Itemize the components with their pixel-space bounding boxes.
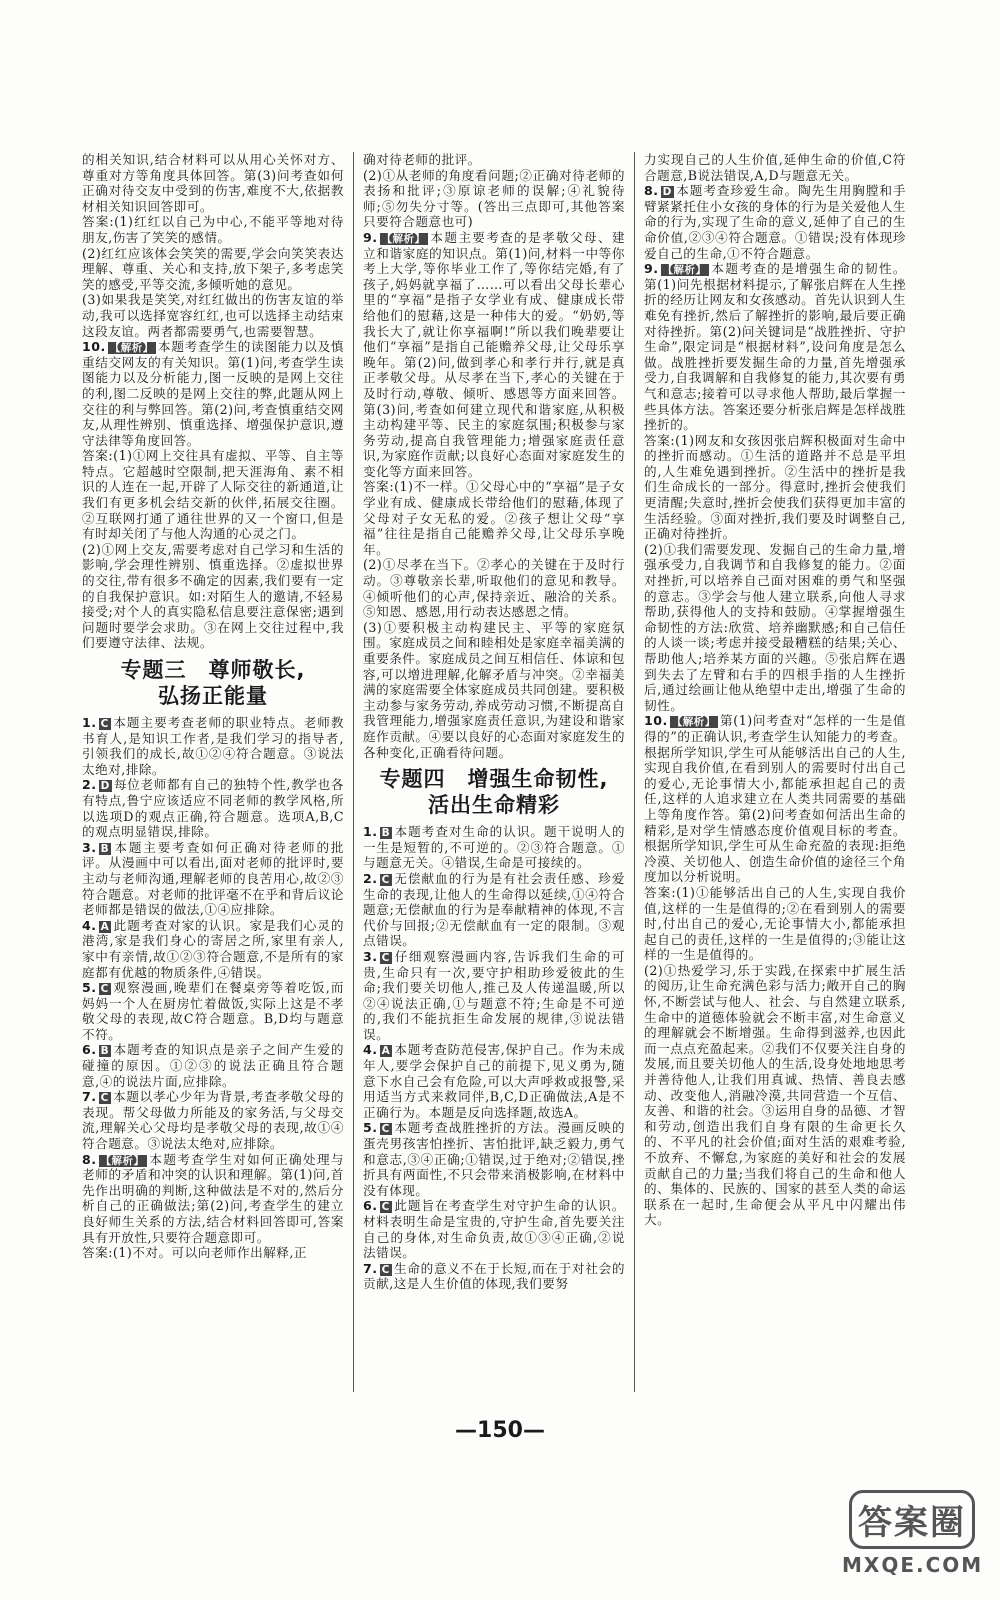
question-number: 10. (644, 713, 668, 729)
paragraph-text: 此题旨在考查学生对守护生命的认识。材料表明生命是宝贵的,守护生命,首先要关注自己的身体,对生命负责,故①③④正确,②说法错误。 (363, 1198, 625, 1261)
paragraph-text: 的相关知识,结合材料可以从用心关怀对方、尊重对方等角度具体回答。第(3)问考查如何正确对待交友中受到的伤害,难度不大,依据教材相关知识回答即可。 (82, 152, 344, 214)
question-number: 4. (363, 1042, 378, 1058)
question-answer (363, 1261, 625, 1292)
paragraph-text: 本题以孝心少年为背景,考查孝敬父母的表现。帮父母做力所能及的家务活,与父母交流,理解关心父母均是孝敬父母的表现,故①④符合题意。③说法太绝对,应排除。 (82, 1089, 344, 1152)
paragraph-text: 本题考查的知识点是亲子之间产生爱的碰撞的原因。①②③的说法正确且符合题意,④的说法片面,应排除。 (82, 1042, 344, 1089)
answer-text (82, 542, 344, 651)
question-number: 5. (82, 980, 97, 996)
question-number: 9. (363, 229, 378, 245)
paragraph-text: (2)①尽孝在当下。②孝心的关键在于及时行动。③尊敬亲长辈,听取他们的意见和教导。④倾听他们的心声,保持亲近、融洽的关系。⑤知恩、感恩,用行动表达感恩之情。 (363, 557, 625, 620)
section-heading: 专题四 增强生命韧性, 活出生命精彩 (379, 767, 609, 818)
question-answer (363, 871, 625, 949)
answer-key-badge: C (100, 718, 109, 730)
paragraph-text: (2)①网上交友,需要考虑对自己学习和生活的影响,学会理性辨别、慎重选择。②虚拟世界的交往,带有很多不确定的因素,我们要有一定的自我保护意识。如:对陌生人的邀请,不轻易接受;对个人的真实隐私信息要注意保密;遇到问题时要学会求助。③在网上交往过程中,我们要遵守法律、法规。 (82, 541, 344, 651)
paragraph-text: 仔细观察漫画内容,告诉我们生命的可贵,生命只有一次,要守护相助珍爱彼此的生命;我们要关切他人,推己及人传递温暖,所以②④说法正确,①与题意不符;生命是不可逆的,我们不能抗拒生命发展的规律,③说法错误。 (363, 948, 625, 1042)
paragraph-text: 观察漫画,晚辈们在餐桌旁等着吃饭,而妈妈一个人在厨房忙着做饭,实际上这是不孝敬父母的表现,故C符合题意。B,D均与题意不符。 (82, 980, 344, 1042)
answer-key-badge: A (381, 1045, 391, 1058)
answer-text (363, 152, 625, 168)
answer-text (363, 479, 625, 557)
answer-text (363, 557, 625, 619)
question-number: 5. (363, 1120, 378, 1136)
paragraph-text: 本题主要考查如何正确对待老师的批评。从漫画中可以看出,面对老师的批评时,要主动与老师沟通,理解老师的良苦用心,故②③符合题意。对老师的批评毫不在乎和背后议论老师都是错误的做法,①④应排除。 (82, 839, 344, 918)
paragraph-text: 本题考查珍爱生命。陶先生用胸膛和手臂紧紧托住小女孩的身体的行为是关爱他人生命的行为,实现了生命的意义,延伸了自己的生命价值,②③④符合题意。①错误;没有体现珍爱自己的生命,①不符合题意。 (644, 183, 906, 261)
question-number: 3. (82, 839, 97, 855)
section-heading: 专题三 尊师敬长, 弘扬正能量 (120, 658, 306, 708)
page-number: —150— (455, 1418, 545, 1443)
answer-text (82, 1245, 344, 1261)
answer-text (644, 433, 906, 542)
question-number: 2. (363, 870, 378, 886)
question-answer (644, 713, 906, 885)
column-divider (353, 152, 354, 1392)
question-answer (82, 1089, 344, 1151)
paragraph-text: (2)红红应该体会笑笑的需要,学会向笑笑表达理解、尊重、关心和支持,放下架子,多考虑笑笑的感受,平等交流,多倾听她的意见。 (82, 245, 344, 292)
answer-key-badge: C (381, 951, 390, 964)
question-number: 2. (82, 777, 97, 793)
question-number: 10. (82, 339, 106, 355)
question-answer (363, 1120, 625, 1198)
answer-key-badge: B (381, 827, 391, 840)
answer-key-badge: B (100, 842, 110, 855)
paragraph-text: 本题考查学生的读图能力以及慎重结交网友的有关知识。第(1)问,考查学生读图能力以及分析能力,图一反映的是网上交往的利,图二反映的是网上交往的弊,此题从网上交往的利与弊回答。第(2)问,考查慎重结交网友,从理性辨别、慎重选择、增强保护意识,遵守法律等角度回答。 (82, 339, 344, 448)
paragraph-text: 答案:(1)红红以自己为中心,不能平等地对待朋友,伤害了笑笑的感情。 (82, 214, 344, 245)
answer-key-badge: B (100, 1045, 110, 1058)
question-number: 3. (363, 948, 378, 964)
document-page (82, 152, 930, 1402)
answer-key-badge: D (100, 780, 110, 793)
paragraph-text: 每位老师都有自己的独特个性,教学也各有特点,鲁宁应该适应不同老师的教学风格,所以选项D的观点正确,符合题意。选项A,B,C的观点明显错误,排除。 (82, 777, 344, 840)
question-answer (363, 1042, 625, 1120)
paragraph-text: 此题考查对家的认识。家是我们心灵的港湾,家是我们身心的寄居之所,家里有亲人,家中有亲情,故①②③符合题意,不是所有的家庭都有优越的物质条件,④错误。 (82, 917, 344, 980)
paragraph-text: 答案:(1)①网上交往具有虚拟、平等、自主等特点。它超越时空限制,把天涯海角、素不相识的人连在一起,开辟了人际交往的新通道,让我们有更多机会结交新的伙伴,拓展交往圈。②互联网打通了通往世界的又一个窗口,但是有时却关闭了与他人沟通的心灵之门。 (82, 448, 344, 542)
paragraph-text: (3)如果我是笑笑,对红红做出的伤害友谊的举动,我可以选择宽容红红,也可以选择主动结束这段友谊。两者都需要勇气,也需要智慧。 (82, 292, 344, 339)
column-middle (363, 152, 625, 1292)
question-answer (82, 1152, 344, 1246)
question-answer (82, 339, 344, 448)
answer-key-badge: C (381, 1263, 390, 1276)
paragraph-text: 答案:(1)①能够活出自己的人生,实现自我价值,这样的一生是值得的;②在看到别人的需要时,付出自己的爱心,无论事情大小,都能承担起自己的责任,这样的一生是值得的;③能让这样的一生是值得的。 (644, 884, 906, 963)
question-answer (363, 824, 625, 871)
question-number: 7. (82, 1089, 97, 1105)
paragraph-text: 答案:(1)不对。可以向老师作出解释,正 (82, 1245, 307, 1261)
answer-text (363, 620, 625, 760)
paragraph-text: 本题主要考查老师的职业特点。老师教书育人,是知识工作者,是我们学习的指导者,引领我们的成长,故①②④符合题意。③说法太绝对,排除。 (82, 715, 344, 777)
paragraph-text: 本题考查的是增强生命的韧性。第(1)问先根据材料提示,了解张启辉在人生挫折的经历让网友和女孩感动。首先认识到人生难免有挫折,然后了解挫折的影响,最后要正确对待挫折。第(2)问关键词是“战胜挫折、守护生命”,限定词是“根据材料”,设问角度是怎么做。战胜挫折要发掘生命的力量,首先增强承受力,自我调解和自我修复的能力,其次要有勇气和意志;接着可以寻求他人帮助,最后掌握一些具体方法。答案还要分析张启辉是怎样战胜挫折的。 (644, 261, 906, 433)
question-answer (82, 777, 344, 839)
paragraph-text: 生命的意义不在于长短,而在于对社会的贡献,这是人生价值的体现,我们要努 (363, 1260, 625, 1292)
question-number: 9. (644, 261, 659, 277)
answer-text (644, 542, 906, 714)
paragraph-text: 答案:(1)不一样。①父母心中的“享福”是子女学业有成、健康成长带给他们的慰藉,体现了父母对子女无私的爱。②孩子想让父母“享福”往往是指自己能赡养父母,让父母乐享晚年。 (363, 479, 625, 557)
answer-key-badge: 【解析】 (671, 716, 716, 729)
paragraph-text: (3)①要积极主动构建民主、平等的家庭氛围。家庭成员之间和睦相处是家庭幸福美满的重要条件。家庭成员之间互相信任、体谅和包容,可以增进理解,化解矛盾与冲突。②幸福美满的家庭需要全体家庭成员共同创建。要积极主动参与家务劳动,养成劳动习惯,不断提高自我管理能力,增强家庭责任意识,为建设和谐家庭作贡献。④要以良好的心态面对家庭发生的各种变化,正确看待问题。 (363, 619, 625, 760)
paragraph-text: 确对待老师的批评。 (363, 152, 481, 167)
answer-text (644, 963, 906, 1228)
question-answer (363, 1198, 625, 1260)
answer-text (363, 168, 625, 230)
paragraph-text: 力实现自己的人生价值,延伸生命的价值,C符合题意,B说法错误,A,D与题意无关。 (644, 152, 906, 183)
answer-key-badge: C (381, 1201, 390, 1214)
watermark-logo: 答案圈 (849, 1490, 975, 1549)
answer-text (644, 152, 906, 183)
question-number: 1. (363, 824, 378, 840)
question-answer (644, 183, 906, 261)
column-right (644, 152, 906, 1228)
question-number: 6. (363, 1198, 378, 1214)
paragraph-text: (2)①从老师的角度看问题;②正确对待老师的表扬和批评;③原谅老师的误解;④礼貌待师;⑤勿失分寸等。(答出三点即可,其他答案只要符合题意也可) (363, 167, 625, 230)
question-number: 8. (644, 183, 659, 199)
paragraph-text: 本题考查防范侵害,保护自己。作为未成年人,要学会保护自己的前提下,见义勇为,随意下水自己会有危险,可以大声呼救或报警,采用适当方式来救同伴,B,C,D正确做法,A是不正确行为。本题是反向选择题,故选A。 (363, 1042, 625, 1120)
paragraph-text: (2)①热爱学习,乐于实践,在探索中扩展生活的阅历,让生命充满色彩与活力;敞开自己的胸怀,不断尝试与他人、社会、与自然建立联系,生命中的道德体验就会不断丰富,对生命意义的理解就会不断增强。生命得到滋养,也因此而一点点充盈起来。②我们不仅要关注自身的发展,而且要关切他人的生活,设身处地地思考并善待他人,让我们用真诚、热情、善良去感动、改变他人,消融冷漠,共同营造一个互信、友善、和谐的社会。③运用自身的品德、才智和劳动,创造出我们自身有限的生命更长久的、不平凡的社会价值;面对生活的艰难考验,不放弃、不懈怠,为家庭的美好和社会的发展贡献自己的力量;当我们将自己的生命和他人的、集体的、民族的、国家的甚至人类的命运联系在一起时,生命便会从平凡中闪耀出伟大。 (644, 962, 906, 1228)
answer-key-badge: D (662, 186, 672, 199)
question-answer (363, 230, 625, 480)
answer-text (82, 214, 344, 245)
answer-key-badge: 【解析】 (381, 232, 426, 245)
question-number: 6. (82, 1042, 97, 1058)
answer-text (82, 448, 344, 542)
question-number: 8. (82, 1151, 97, 1167)
answer-text (82, 292, 344, 339)
paragraph-text: 本题考查战胜挫折的方法。漫画反映的蛋壳男孩害怕挫折、害怕批评,缺乏毅力,勇气和意志,③④正确;①错误,过于绝对;②错误,挫折具有两面性,不只会带来消极影响,在材料中没有体现。 (363, 1120, 625, 1198)
answer-key-badge: 【解析】 (100, 1154, 145, 1167)
question-answer (644, 261, 906, 433)
question-number: 4. (82, 917, 97, 933)
answer-key-badge: 【解析】 (662, 264, 707, 277)
paragraph-text: (2)①我们需要发现、发掘自己的生命力量,增强承受力,自我调节和自我修复的能力。②面对挫折,可以培养自己面对困难的勇气和坚强的意志。③学会与他人建立联系,向他人寻求帮助,获得他人的支持和鼓励。④掌握增强生命韧性的方法:欣赏、培养幽默感;和自己信任的人谈一谈;考虑并接受最糟糕的结果;关心、帮助他人;培养某方面的兴趣。⑤张启辉在遇到失去了左臂和右手的四根手指的人生挫折后,通过绘画让他从绝望中走出,增强了生命的韧性。 (644, 541, 906, 713)
question-answer (82, 840, 344, 918)
answer-key-badge: C (381, 873, 390, 886)
answer-key-badge: 【解析】 (109, 342, 154, 355)
paragraph-text: 本题主要考查的是孝敬父母、建立和谐家庭的知识点。第(1)问,材料一中等你考上大学,等你毕业工作了,等你结完婚,有了孩子,妈妈就享福了……可以看出父母长辈心里的“享福”是指子女学业有成、健康成长带给他们的慰藉,这是一种伟大的爱。“奶奶,等我长大了,就让你享福啊!”所以我们晚辈要让他们“享福”是指自己能赡养父母,让父母乐享晚年。第(2)问,做到孝心和孝行并行,就是真正孝敬父母。从尽孝在当下,孝心的关键在于及时行动,尊敬、倾听、感恩等方面来回答。第(3)问,考查如何建立现代和谐家庭,从积极主动构建平等、民主的家庭氛围;积极参与家务劳动,提高自我管理能力;增强家庭责任意识,为家庭作贡献;以良好心态面对家庭发生的变化等方面来回答。 (363, 229, 625, 479)
question-number: 7. (363, 1260, 378, 1276)
answer-text (82, 152, 344, 214)
question-answer (82, 980, 344, 1042)
question-answer (82, 918, 344, 980)
answer-key-badge: C (100, 983, 109, 996)
paragraph-text: 本题考查学生对如何正确处理与老师的矛盾和冲突的认识和理解。第(1)问,首先作出明确的判断,这种做法是不对的,然后分析自己的正确做法;第(2)问,考查学生的建立良好师生关系的方法,结合材料回答即可,答案具有开放性,只要符合题意即可。 (82, 1151, 344, 1245)
answer-text (82, 246, 344, 293)
answer-key-badge: A (100, 920, 110, 933)
question-answer (363, 949, 625, 1043)
watermark (842, 1490, 982, 1577)
column-divider (634, 152, 635, 1392)
paragraph-text: 第(1)问考查对“怎样的一生是值得的”的正确认识,考查学生认知能力的考查。根据所学知识,学生可从能够活出自己的人生,实现自我价值,在看到别人的需要时付出自己的爱心,无论事情大小,都能承担起自己的责任,这样的人追求建立在人类共同需要的基础上等角度作答。第(2)问考查如何活出生命的精彩,是对学生情感态度价值观目标的考查。根据所学知识,学生可从生命充盈的表现:拒绝冷漠、关切他人、创造生命价值的途径三个角度加以分析说明。 (644, 713, 906, 885)
answer-key-badge: C (381, 1123, 390, 1136)
column-left (82, 152, 344, 1261)
question-number: 1. (82, 715, 97, 730)
paragraph-text: 无偿献血的行为是有社会责任感、珍爱生命的表现,让他人的生命得以延续,①④符合题意;无偿献血的行为是奉献精神的体现,不言代价与回报;②无偿献血有一定的限制。③观点错误。 (363, 870, 625, 949)
question-answer (82, 1042, 344, 1089)
paragraph-text: 本题考查对生命的认识。题干说明人的一生是短暂的,不可逆的。②③符合题意。①与题意无关。④错误,生命是可接续的。 (363, 824, 625, 871)
watermark-url: MXQE.COM (842, 1553, 984, 1577)
answer-key-badge: C (100, 1092, 109, 1105)
question-answer (82, 715, 344, 777)
answer-text (644, 885, 906, 963)
paragraph-text: 答案:(1)网友和女孩因张启辉积极面对生命中的挫折而感动。①生活的道路并不总是平坦的,人生难免遇到挫折。②生活中的挫折是我们生命成长的一部分。得意时,挫折会使我们更清醒;失意时,挫折会使我们获得更加丰富的生活经验。③面对挫折,我们要及时调整自己,正确对待挫折。 (644, 432, 906, 542)
